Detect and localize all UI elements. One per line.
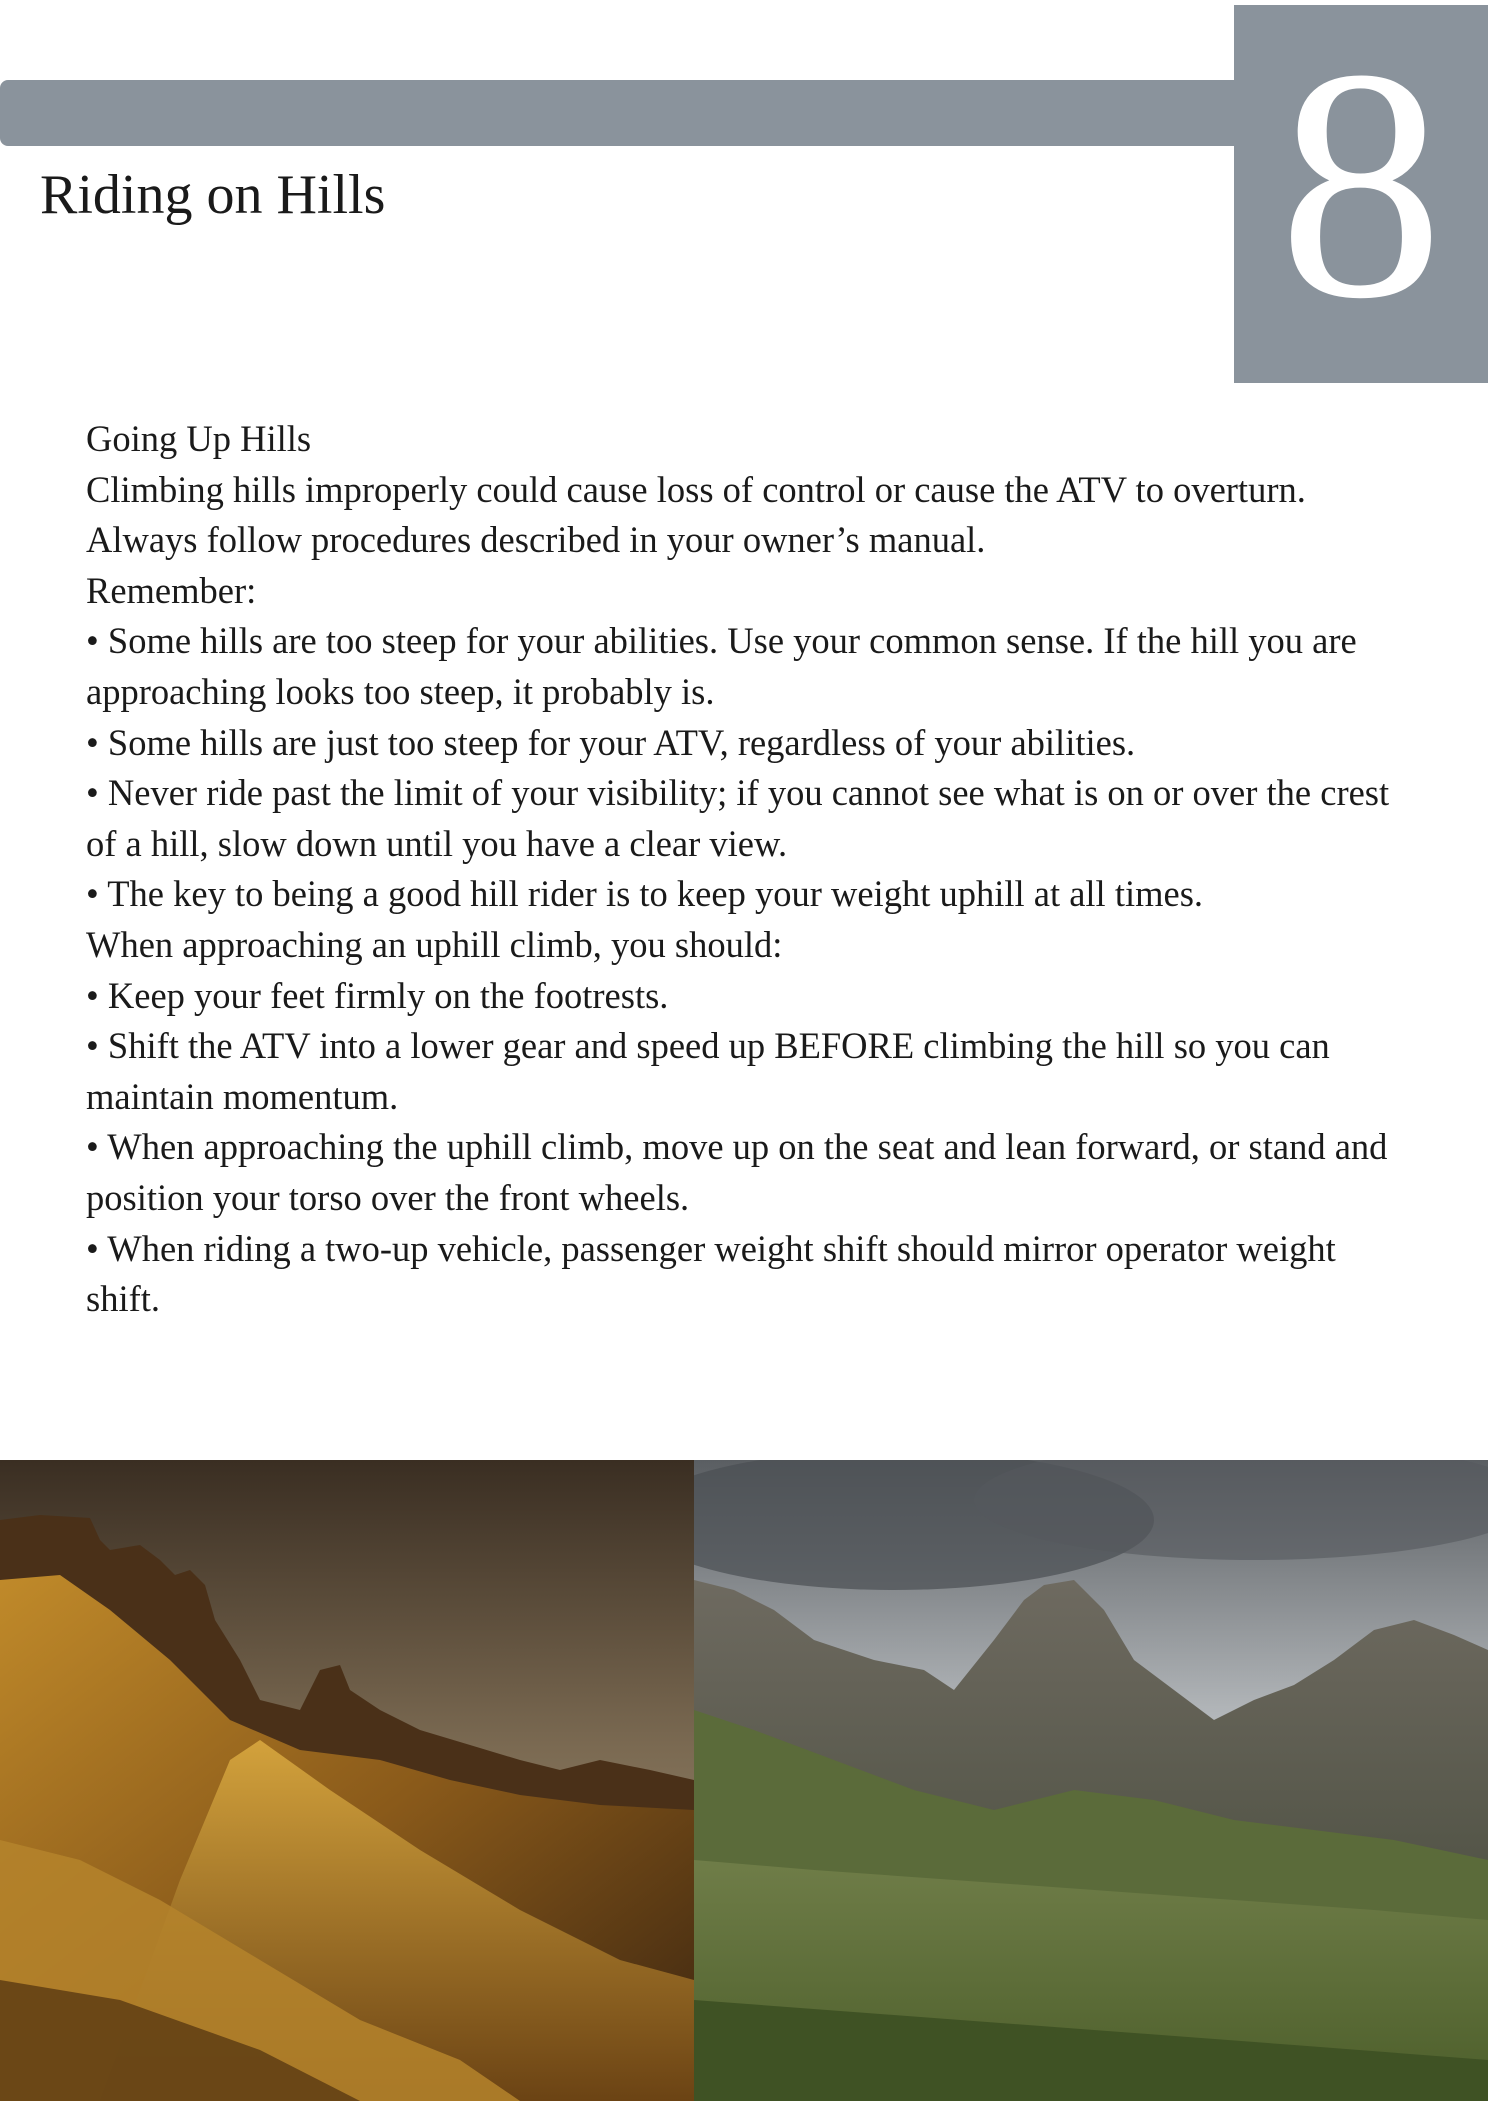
bullet-item: • When riding a two-up vehicle, passenger weight shift should mirror operator weight shift.	[86, 1227, 1336, 1320]
section-heading: Going Up Hills	[86, 418, 312, 459]
bullet-item: • When approaching the uphill climb, move up on the seat and lean forward, or stand and position your torso over the front wheels.	[86, 1126, 1388, 1218]
bullet-item: • Keep your feet firmly on the footrests.	[86, 974, 669, 1016]
bullet-item: • The key to being a good hill rider is to keep your weight uphill at all times.	[86, 873, 1204, 915]
approach-label: When approaching an uphill climb, you should:	[86, 923, 783, 965]
bullet-item: • Some hills are too steep for your abilities. Use your common sense. If the hill you are approaching looks too steep, it probably is.	[86, 620, 1357, 712]
mountain-valley-photo	[694, 1460, 1488, 2101]
bullet-item: • Some hills are just too steep for your ATV, regardless of your abilities.	[86, 721, 1136, 763]
bullet-item: • Shift the ATV into a lower gear and speed up BEFORE climbing the hill so you can maintain momentum.	[86, 1025, 1330, 1117]
section-body	[86, 414, 1416, 1325]
chapter-number: 8	[1278, 2, 1444, 367]
remember-label: Remember:	[86, 569, 257, 611]
header-bar	[0, 80, 1240, 146]
bullet-item: • Never ride past the limit of your visibility; if you cannot see what is on or over the crest of a hill, slow down until you have a clear view.	[86, 772, 1390, 864]
intro-paragraph: Climbing hills improperly could cause loss of control or cause the ATV to overturn. Always follow procedures described in your owner’s manual.	[86, 468, 1306, 561]
golden-hills-photo	[0, 1460, 694, 2101]
page-title: Riding on Hills	[40, 164, 386, 226]
